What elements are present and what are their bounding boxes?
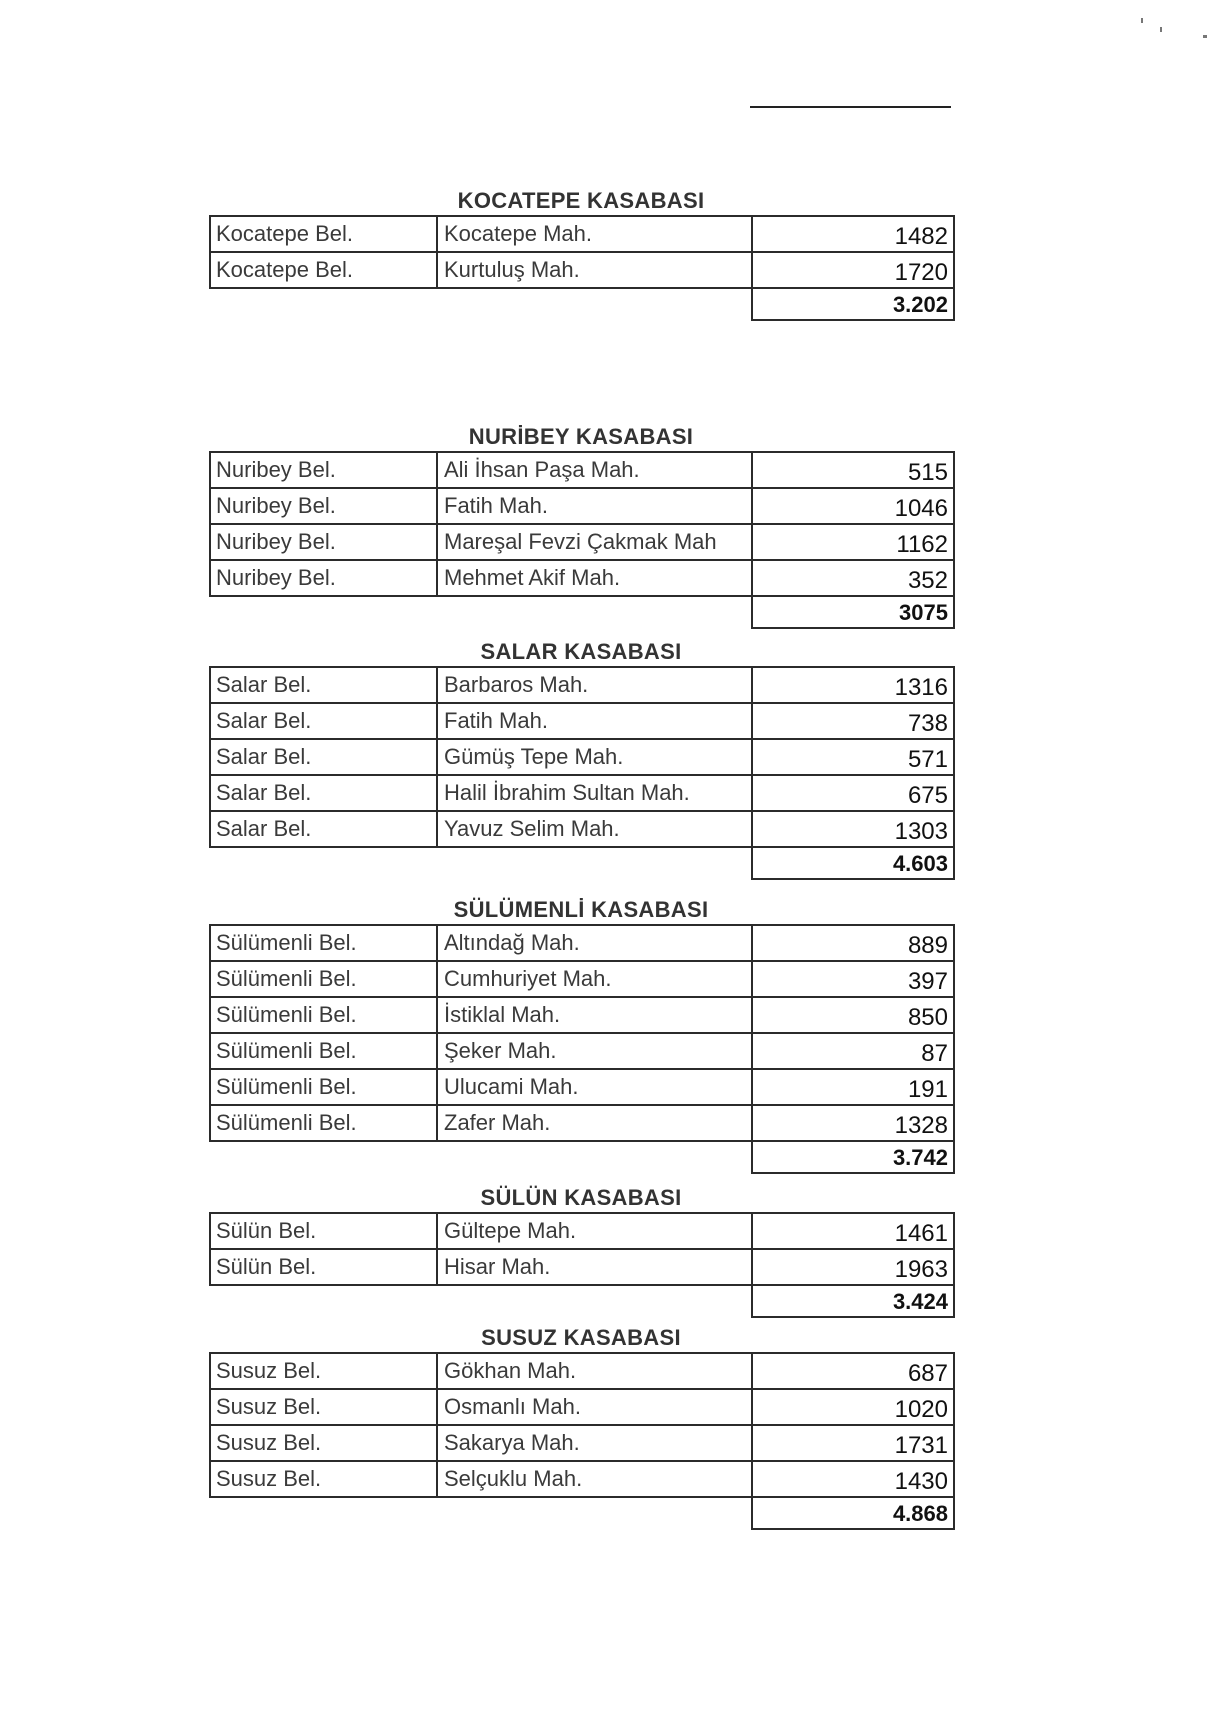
municipality-cell: Salar Bel. <box>210 811 437 847</box>
table-row <box>210 488 954 524</box>
neighborhood-cell: Cumhuriyet Mah. <box>437 961 752 997</box>
neighborhood-cell: Gümüş Tepe Mah. <box>437 739 752 775</box>
section-sulumenli <box>209 894 953 1174</box>
neighborhood-table <box>209 924 955 1174</box>
total-cell: 3.202 <box>752 288 954 320</box>
count-cell: 571 <box>752 739 954 775</box>
municipality-cell: Salar Bel. <box>210 775 437 811</box>
municipality-cell: Salar Bel. <box>210 739 437 775</box>
count-cell: 397 <box>752 961 954 997</box>
neighborhood-cell: Halil İbrahim Sultan Mah. <box>437 775 752 811</box>
table-row <box>210 961 954 997</box>
municipality-cell: Kocatepe Bel. <box>210 216 437 252</box>
neighborhood-table <box>209 215 955 321</box>
count-cell: 515 <box>752 452 954 488</box>
neighborhood-table <box>209 666 955 880</box>
total-cell: 3.742 <box>752 1141 954 1173</box>
municipality-cell: Sülümenli Bel. <box>210 1033 437 1069</box>
neighborhood-table <box>209 1352 955 1530</box>
neighborhood-cell: Şeker Mah. <box>437 1033 752 1069</box>
count-cell: 889 <box>752 925 954 961</box>
total-cell: 4.603 <box>752 847 954 879</box>
neighborhood-cell: Sakarya Mah. <box>437 1425 752 1461</box>
scan-speck <box>1160 27 1162 32</box>
count-cell: 850 <box>752 997 954 1033</box>
neighborhood-cell: Hisar Mah. <box>437 1249 752 1285</box>
municipality-cell: Nuribey Bel. <box>210 560 437 596</box>
municipality-cell: Sülümenli Bel. <box>210 997 437 1033</box>
count-cell: 1430 <box>752 1461 954 1497</box>
table-row <box>210 925 954 961</box>
neighborhood-cell: Gökhan Mah. <box>437 1353 752 1389</box>
section-title: SUSUZ KASABASI <box>481 1325 681 1350</box>
section-title: NURİBEY KASABASI <box>468 424 694 449</box>
total-cell: 3.424 <box>752 1285 954 1317</box>
neighborhood-table <box>209 451 955 629</box>
municipality-cell: Sülümenli Bel. <box>210 1105 437 1141</box>
scan-speck <box>1203 35 1207 38</box>
municipality-cell: Sülün Bel. <box>210 1249 437 1285</box>
neighborhood-cell: Ali İhsan Paşa Mah. <box>437 452 752 488</box>
neighborhood-cell: Fatih Mah. <box>437 488 752 524</box>
neighborhood-cell: Mareşal Fevzi Çakmak Mah <box>437 524 752 560</box>
neighborhood-cell: Barbaros Mah. <box>437 667 752 703</box>
neighborhood-cell: Ulucami Mah. <box>437 1069 752 1105</box>
municipality-cell: Sülümenli Bel. <box>210 961 437 997</box>
count-cell: 687 <box>752 1353 954 1389</box>
table-row <box>210 560 954 596</box>
municipality-cell: Nuribey Bel. <box>210 524 437 560</box>
count-cell: 352 <box>752 560 954 596</box>
table-row <box>210 811 954 847</box>
table-row <box>210 252 954 288</box>
table-row <box>210 1105 954 1141</box>
municipality-cell: Susuz Bel. <box>210 1389 437 1425</box>
neighborhood-cell: Kocatepe Mah. <box>437 216 752 252</box>
table-row <box>210 1353 954 1389</box>
section-salar <box>209 636 953 880</box>
neighborhood-cell: Gültepe Mah. <box>437 1213 752 1249</box>
neighborhood-cell: Selçuklu Mah. <box>437 1461 752 1497</box>
table-row <box>210 997 954 1033</box>
section-title: KOCATEPE KASABASI <box>457 188 705 213</box>
count-cell: 1303 <box>752 811 954 847</box>
table-row <box>210 1249 954 1285</box>
section-susuz <box>209 1322 953 1530</box>
table-row <box>210 667 954 703</box>
count-cell: 191 <box>752 1069 954 1105</box>
table-row <box>210 216 954 252</box>
count-cell: 1482 <box>752 216 954 252</box>
neighborhood-cell: Zafer Mah. <box>437 1105 752 1141</box>
count-cell: 1046 <box>752 488 954 524</box>
municipality-cell: Nuribey Bel. <box>210 488 437 524</box>
total-row <box>210 1497 954 1529</box>
total-row <box>210 288 954 320</box>
section-kocatepe <box>209 185 953 321</box>
scan-speck <box>1141 18 1143 23</box>
total-row <box>210 847 954 879</box>
count-cell: 1720 <box>752 252 954 288</box>
table-row <box>210 1033 954 1069</box>
table-row <box>210 1461 954 1497</box>
count-cell: 1162 <box>752 524 954 560</box>
neighborhood-cell: Mehmet Akif Mah. <box>437 560 752 596</box>
count-cell: 87 <box>752 1033 954 1069</box>
neighborhood-cell: Kurtuluş Mah. <box>437 252 752 288</box>
section-nuribey <box>209 421 953 629</box>
neighborhood-cell: Osmanlı Mah. <box>437 1389 752 1425</box>
total-cell: 3075 <box>752 596 954 628</box>
municipality-cell: Sülümenli Bel. <box>210 925 437 961</box>
count-cell: 738 <box>752 703 954 739</box>
municipality-cell: Susuz Bel. <box>210 1461 437 1497</box>
total-row <box>210 1285 954 1317</box>
section-title: SALAR KASABASI <box>480 639 682 664</box>
signature-line <box>750 106 951 108</box>
total-row <box>210 596 954 628</box>
count-cell: 1731 <box>752 1425 954 1461</box>
table-row <box>210 1213 954 1249</box>
neighborhood-table <box>209 1212 955 1318</box>
municipality-cell: Sülün Bel. <box>210 1213 437 1249</box>
table-row <box>210 1425 954 1461</box>
neighborhood-cell: Fatih Mah. <box>437 703 752 739</box>
municipality-cell: Nuribey Bel. <box>210 452 437 488</box>
count-cell: 1328 <box>752 1105 954 1141</box>
neighborhood-cell: İstiklal Mah. <box>437 997 752 1033</box>
section-sulun <box>209 1182 953 1318</box>
count-cell: 1316 <box>752 667 954 703</box>
municipality-cell: Salar Bel. <box>210 667 437 703</box>
total-cell: 4.868 <box>752 1497 954 1529</box>
section-title: SÜLÜN KASABASI <box>480 1185 682 1210</box>
neighborhood-cell: Altındağ Mah. <box>437 925 752 961</box>
municipality-cell: Susuz Bel. <box>210 1425 437 1461</box>
count-cell: 1020 <box>752 1389 954 1425</box>
count-cell: 1461 <box>752 1213 954 1249</box>
section-title: SÜLÜMENLİ KASABASI <box>453 897 709 922</box>
table-row <box>210 739 954 775</box>
table-row <box>210 524 954 560</box>
neighborhood-cell: Yavuz Selim Mah. <box>437 811 752 847</box>
municipality-cell: Susuz Bel. <box>210 1353 437 1389</box>
table-row <box>210 703 954 739</box>
table-row <box>210 775 954 811</box>
table-row <box>210 1069 954 1105</box>
municipality-cell: Sülümenli Bel. <box>210 1069 437 1105</box>
municipality-cell: Kocatepe Bel. <box>210 252 437 288</box>
count-cell: 675 <box>752 775 954 811</box>
table-row <box>210 1389 954 1425</box>
count-cell: 1963 <box>752 1249 954 1285</box>
table-row <box>210 452 954 488</box>
total-row <box>210 1141 954 1173</box>
municipality-cell: Salar Bel. <box>210 703 437 739</box>
